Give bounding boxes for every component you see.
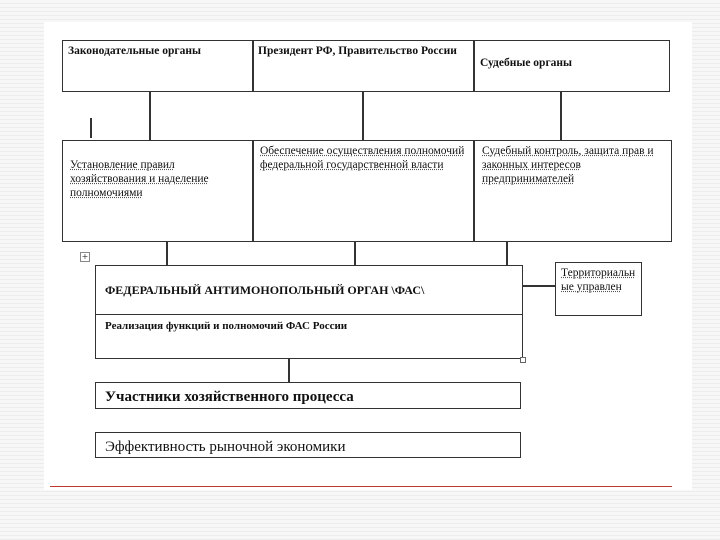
mid-cell-judicial: Судебный контроль, защита прав и законных интересов предпринимателей (482, 145, 654, 185)
mid-cell-legislative: Установление правил хозяйствования и наделение полномочиями (70, 159, 209, 199)
mid-divider-1 (252, 141, 254, 241)
fas-subtitle: Реализация функций и полномочий ФАС России (105, 320, 348, 332)
slide (44, 22, 692, 490)
fas-title: ФЕДЕРАЛЬНЫЙ АНТИМОНОПОЛЬНЫЙ ОРГАН \ФАС\ (105, 283, 425, 297)
top-cell-president: Президент РФ, Правительство России (258, 45, 457, 57)
connector-top-2 (362, 92, 364, 142)
mid-row (62, 140, 672, 242)
connector-territorial (523, 285, 555, 287)
mid-cell-president: Обеспечение осуществления полномочий федеральной государственной власти (260, 145, 465, 171)
fas-divider (96, 314, 522, 315)
top-divider-2 (473, 41, 475, 91)
top-divider-1 (252, 41, 254, 91)
cursor-mark (90, 118, 92, 138)
top-cell-legislative: Законодательные органы (68, 45, 201, 57)
territorial-box (555, 262, 642, 316)
top-cell-judicial: Судебные органы (480, 57, 573, 69)
footer-rule (50, 486, 672, 487)
efficiency-label: Эффективность рыночной экономики (105, 439, 346, 455)
participants-box (95, 382, 521, 409)
fas-box (95, 265, 523, 359)
participants-label: Участники хозяйственного процесса (105, 389, 354, 405)
move-handle-icon[interactable]: + (81, 252, 89, 261)
connector-top-3 (560, 92, 562, 142)
efficiency-box (95, 432, 521, 458)
mid-divider-2 (473, 141, 475, 241)
connector-top-1 (149, 92, 151, 142)
connector-mid-2 (354, 242, 356, 266)
top-row (62, 40, 670, 92)
resize-handle[interactable] (520, 357, 526, 363)
connector-mid-1 (166, 242, 168, 266)
territorial-label: Территориальные управлен (561, 267, 636, 293)
